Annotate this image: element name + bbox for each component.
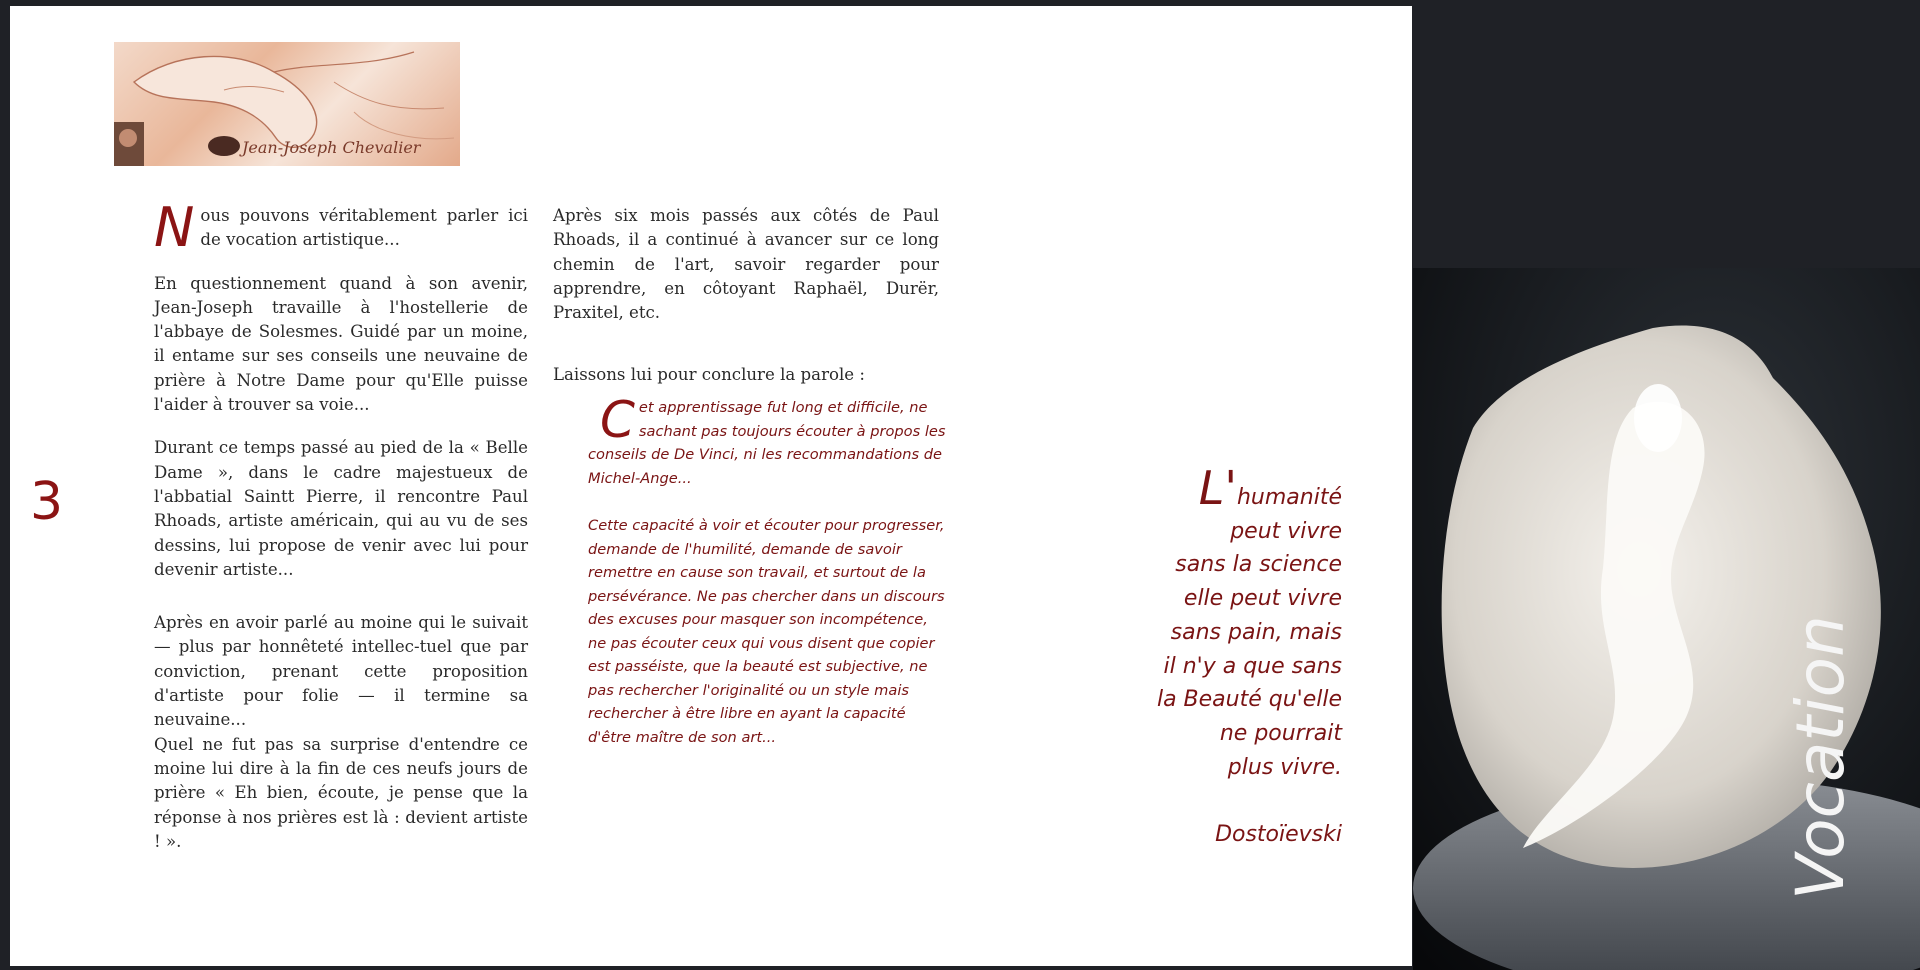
- paragraph-6: Après six mois passés aux côtés de Paul Rhoads, il a continué à avancer sur ce long chemin de l'art, savoir regarder pour apprendre, en côtoyant Raphaël, Durër, Praxitel, etc.: [553, 206, 939, 323]
- poem-line: sans pain, mais: [1170, 619, 1342, 645]
- quote-paragraph-1: [588, 391, 948, 490]
- dostoevsky-quote: [1090, 461, 1342, 852]
- poem-line: peut vivre: [1230, 518, 1342, 544]
- quote-paragraph-2: Cette capacité à voir et écouter pour progresser, demande de l'humilité, demande de savoir remettre en cause son travail, et surtout de la persévérance. Ne pas chercher dans un discours des excuses pour masquer son incompétence, ne pas écouter ceux qui vous disent que copier est passéiste, que la beauté est subjective, ne pas rechercher l'originalité ou un style mais rechercher à être libre en ayant la capacité d'être maître de son art...: [588, 517, 945, 746]
- poem-line: la Beauté qu'elle: [1156, 687, 1342, 713]
- middle-text-column: [553, 204, 939, 407]
- header-banner-image: [114, 42, 460, 166]
- banner-signature: Jean-Joseph Chevalier: [242, 138, 421, 157]
- vocation-title: Vocation: [1782, 615, 1859, 900]
- poem-author: Dostoïevski: [1215, 822, 1342, 848]
- paragraph-3: Durant ce temps passé au pied de la « Belle Dame », dans le cadre majestueux de l'abbatial Saintt Pierre, il rencontre Paul Rhoads, artiste américain, qui au vu de ses dessins, lui propose de venir avec lui pour devenir artiste...: [154, 438, 528, 579]
- paragraph-2: En questionnement quand à son avenir, Jean-Joseph travaille à l'hostellerie de l'abbaye de Solesmes. Guidé par un moine, il entame sur ses conseils une neuvaine de prière à Notre Dame pour qu'Elle puisse l'aider à trouver sa voie...: [154, 273, 528, 415]
- intro-text: ous pouvons véritablement parler ici de vocation artistique...: [200, 206, 528, 250]
- left-text-column: [154, 196, 528, 873]
- document-page: [10, 6, 1412, 966]
- poem-line: sans la science: [1175, 552, 1342, 578]
- poem-line: [1090, 461, 1342, 515]
- page-number: 3: [30, 472, 64, 532]
- poem-line: elle peut vivre: [1183, 586, 1342, 612]
- poem-line: ne pourrait: [1219, 720, 1342, 746]
- dropcap-letter: N: [154, 196, 195, 259]
- poem-line: plus vivre.: [1227, 754, 1342, 780]
- poem-big-letter: L': [1198, 461, 1237, 515]
- quote-dropcap: C: [600, 391, 635, 449]
- poem-first-word: humanité: [1236, 485, 1342, 510]
- paragraph-4: Après en avoir parlé au moine qui le suivait — plus par honnêteté intellec-tuel que par conviction, prenant cette proposition d'artiste pour folie — il termine sa neuvaine...: [154, 613, 528, 730]
- quote-text-1: et apprentissage fut long et difficile, ne sachant pas toujours écouter à propos les conseils de De Vinci, ni les recommandations de Michel-Ange...: [588, 399, 946, 487]
- poem-line: il n'y a que sans: [1163, 653, 1342, 679]
- artist-quote: [588, 391, 948, 773]
- paragraph-5: Quel ne fut pas sa surprise d'entendre ce moine lui dire à la fin de ces neufs jours de prière « Eh bien, écoute, je pense que la réponse à nos prières est là : devient artiste ! ».: [154, 734, 528, 851]
- quote-intro: Laissons lui pour conclure la parole :: [553, 365, 865, 385]
- intro-paragraph: [154, 196, 528, 259]
